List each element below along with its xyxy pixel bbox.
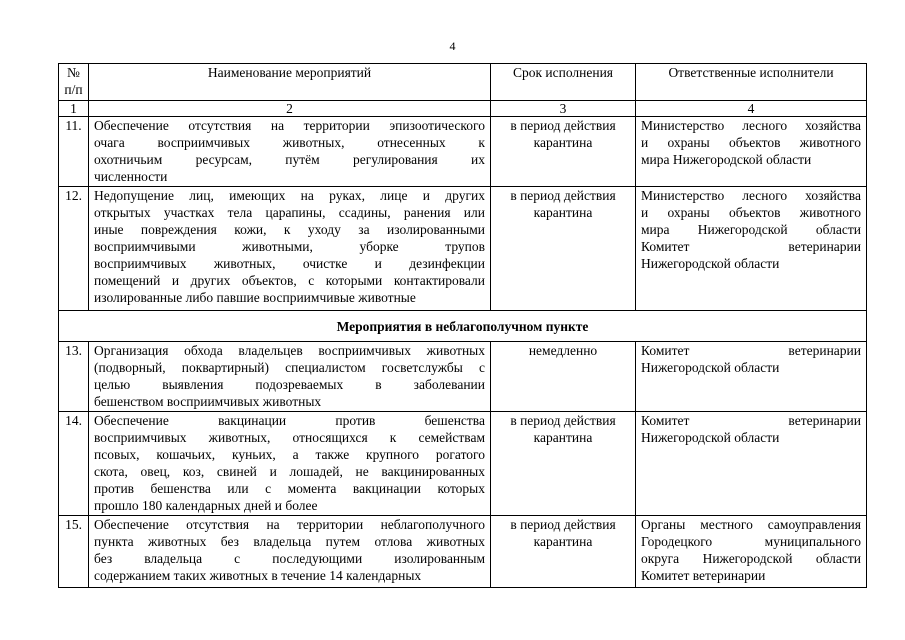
cell-line: бешенством восприимчивых животных (94, 394, 322, 409)
row-number: 15. (59, 516, 89, 588)
cell-line: помещений и других объектов, с которыми контактировали (94, 273, 485, 288)
row-number: 11. (59, 117, 89, 187)
cell-line: в период действия (510, 413, 616, 428)
cell-line: Комитет ветеринарии (641, 413, 861, 428)
cell-line: очага восприимчивых животных, отнесенных к (94, 135, 485, 150)
cell-line: Нижегородской области (641, 256, 780, 271)
cell-line: пункта животных без владельца путем отлова животных (94, 534, 485, 549)
execution-term (491, 516, 636, 588)
row-number: 14. (59, 412, 89, 516)
measure-description (89, 412, 491, 516)
header-num (59, 64, 89, 101)
cell-line: содержанием таких животных в течение 14 календарных (94, 568, 422, 583)
cell-line: восприимчивых животных, относящихся к семействам (94, 430, 485, 445)
cell-line: Нижегородской области (641, 430, 780, 445)
measure-description (89, 117, 491, 187)
cell-line: в период действия (510, 188, 616, 203)
header-name: Наименование мероприятий (89, 64, 491, 101)
cell-line: в период действия (510, 517, 616, 532)
cell-line: восприимчивых животных, очистке и дезинфекции (94, 256, 485, 271)
measure-description (89, 187, 491, 311)
measure-description (89, 516, 491, 588)
cell-line: Комитет ветеринарии (641, 568, 766, 583)
cell-line: Комитет ветеринарии (641, 343, 861, 358)
cell-line: изолированные либо павшие восприимчивые животные (94, 290, 416, 305)
section-title: Мероприятия в неблагополучном пункте (59, 311, 867, 342)
responsible-executors (636, 412, 867, 516)
column-number: 2 (89, 101, 491, 117)
column-numbers-row (59, 101, 867, 117)
header-resp: Ответственные исполнители (636, 64, 867, 101)
cell-line: Обеспечение отсутствия на территории эпизоотического (94, 118, 485, 133)
header-num-line: № (67, 65, 80, 80)
table-row (59, 342, 867, 412)
table-body-unfavorable-point (59, 342, 867, 588)
cell-line: Министерство лесного хозяйства (641, 188, 861, 203)
cell-line: восприимчивыми животными, уборке трупов (94, 239, 485, 254)
execution-term (491, 412, 636, 516)
header-row (59, 64, 867, 101)
table-row (59, 412, 867, 516)
responsible-executors (636, 117, 867, 187)
cell-line: псовых, кошачьих, куньих, а также крупного рогатого (94, 447, 485, 462)
page-number: 4 (449, 39, 456, 53)
cell-line: карантина (533, 135, 593, 150)
row-number: 13. (59, 342, 89, 412)
cell-line: округа Нижегородской области (641, 551, 861, 566)
cell-line: Городецкого муниципального (641, 534, 861, 549)
cell-line: численности (94, 169, 168, 184)
execution-term (491, 187, 636, 311)
cell-line: открытых участках тела царапины, ссадины, ранения или (94, 205, 485, 220)
cell-line: в период действия (510, 118, 616, 133)
cell-line: охотничьим ресурсам, путём регулирования их (94, 152, 485, 167)
cell-line: против бешенства или с момента вакцинации которых (94, 481, 485, 496)
cell-line: и охраны объектов животного (641, 135, 861, 150)
execution-term (491, 117, 636, 187)
measure-description (89, 342, 491, 412)
cell-line: карантина (533, 534, 593, 549)
column-number: 3 (491, 101, 636, 117)
cell-line: Комитет ветеринарии (641, 239, 861, 254)
cell-line: Органы местного самоуправления (641, 517, 861, 532)
column-number: 4 (636, 101, 867, 117)
header-term: Срок исполнения (491, 64, 636, 101)
section-row (59, 311, 867, 342)
cell-line: (подворный, поквартирный) специалистом госветслужбы с (94, 360, 485, 375)
cell-line: Недопущение лиц, имеющих на руках, лице и других (94, 188, 485, 203)
cell-line: карантина (533, 205, 593, 220)
cell-line: без владельца с последующими изолированным (94, 551, 485, 566)
cell-line: немедленно (528, 343, 598, 358)
cell-line: и охраны объектов животного (641, 205, 861, 220)
cell-line: Обеспечение отсутствия на территории неблагополучного (94, 517, 485, 532)
table-row (59, 516, 867, 588)
cell-line: Обеспечение вакцинации против бешенства (94, 413, 485, 428)
responsible-executors (636, 516, 867, 588)
table-row (59, 187, 867, 311)
table-row (59, 117, 867, 187)
column-number: 1 (59, 101, 89, 117)
cell-line: Нижегородской области (641, 360, 780, 375)
cell-line: мира Нижегородской области (641, 222, 861, 237)
cell-line: целью выявления подозреваемых в заболевании (94, 377, 485, 392)
cell-line: иные повреждения кожи, к уходу за изолированными (94, 222, 485, 237)
cell-line: мира Нижегородской области (641, 152, 812, 167)
header-num-line: п/п (64, 82, 83, 97)
responsible-executors (636, 342, 867, 412)
cell-line: карантина (533, 430, 593, 445)
row-number: 12. (59, 187, 89, 311)
cell-line: Организация обхода владельцев восприимчивых животных (94, 343, 485, 358)
responsible-executors (636, 187, 867, 311)
cell-line: прошло 180 календарных дней и более (94, 498, 318, 513)
table-body-general (59, 117, 867, 311)
execution-term (491, 342, 636, 412)
cell-line: Министерство лесного хозяйства (641, 118, 861, 133)
measures-table (58, 63, 867, 588)
cell-line: скота, овец, коз, свиней и лошадей, не вакцинированных (94, 464, 485, 479)
